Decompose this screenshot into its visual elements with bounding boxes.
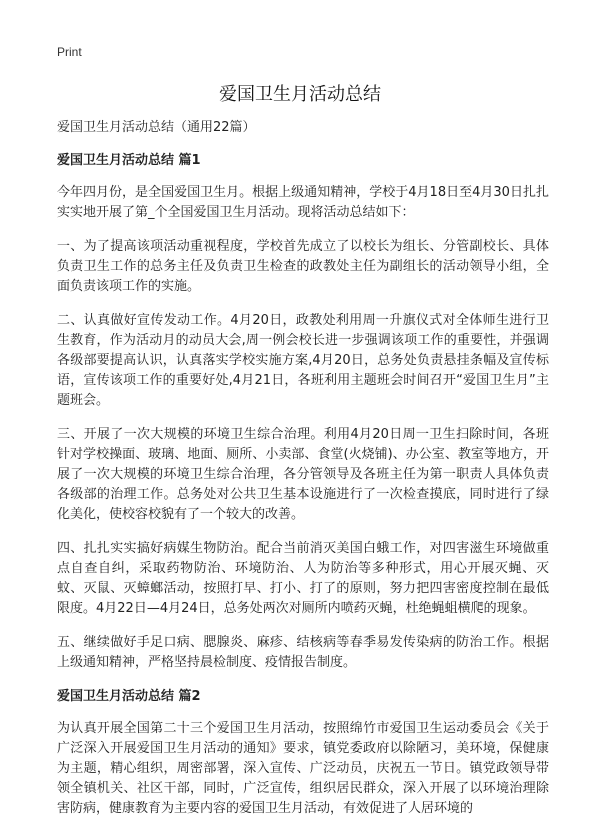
section-2-heading: 爱国卫生月活动总结 篇2 [57, 689, 201, 704]
print-link[interactable]: Print [57, 45, 82, 59]
section-1-heading: 爱国卫生月活动总结 篇1 [57, 153, 201, 168]
section-1-paragraph-4: 三、开展了一次大规模的环境卫生综合治理。利用4月20日周一卫生扫除时间，各班针对学校操面、玻璃、地面、厕所、小卖部、食堂(火烧铺)、办公室、教室等地方，开展了一次大规模的环境卫生综合治理，各分管领导及各班主任为第一职责人具体负责各级部的治理工作。总务处对公共卫生基本设施进行了一次检查摸底，同时进行了绿化美化，使校容校貌有了一个较大的改善。 [57, 427, 549, 522]
section-1-paragraph-5: 四、扎扎实实搞好病媒生物防治。配合当前消灭美国白蛾工作，对四害滋生环境做重点自查自纠，采取药物防治、环境防治、人为防治等多种形式，用心开展灭蝇、灭蚊、灭鼠、灭蟑螂活动，按照打早、打小、打了的原则，努力把四害密度控制在最低限度。4月22日—4月24日，总务处两次对厕所内喷药灭蝇，杜绝蝇蛆横爬的现象。 [57, 541, 549, 616]
document-subtitle: 爱国卫生月活动总结（通用22篇） [57, 120, 256, 135]
section-1-paragraph-2: 一、为了提高该项活动重视程度，学校首先成立了以校长为组长、分管副校长、具体负责卫生工作的总务主任及负责卫生检查的政教处主任为副组长的活动领导小组，全面负责该项工作的实施。 [57, 239, 549, 294]
section-2-paragraph-1: 为认真开展全国第二十三个爱国卫生月活动，按照绵竹市爱国卫生运动委员会《关于广泛深入开展爱国卫生月活动的通知》要求，镇党委政府以除陋习，美环境，保健康为主题，精心组织，周密部署，深入宣传、广泛动员，庆祝五一节日。镇党政领导带领全镇机关、社区干部，同时，广泛宣传，组织居民群众，深入开展了以环境治理除害防病，健康教育为主要内容的爱国卫生月活动，有效促进了人居环境的 [57, 721, 549, 816]
section-1-paragraph-6: 五、继续做好手足口病、腮腺炎、麻疹、结核病等春季易发传染病的防治工作。根据上级通知精神，严格坚持晨检制度、疫情报告制度。 [57, 635, 549, 670]
document-body [57, 118, 549, 828]
section-1-paragraph-1: 今年四月份，是全国爱国卫生月。根据上级通知精神，学校于4月18日至4月30日扎扎实实地开展了第_个全国爱国卫生月活动。现将活动总结如下： [57, 185, 549, 220]
page-title: 爱国卫生月活动总结 [219, 84, 381, 105]
section-1-paragraph-3: 二、认真做好宣传发动工作。4月20日，政教处利用周一升旗仪式对全体师生进行卫生教育，作为活动月的动员大会,周一例会校长进一步强调该项工作的重要性，并强调各级部要提高认识，认真落实学校实施方案,4月20日，总务处负责悬挂条幅及宣传标语，宣传该项工作的重要好处,4月21日，各班利用主题班会时间召开“爱国卫生月”主题班会。 [57, 313, 549, 408]
